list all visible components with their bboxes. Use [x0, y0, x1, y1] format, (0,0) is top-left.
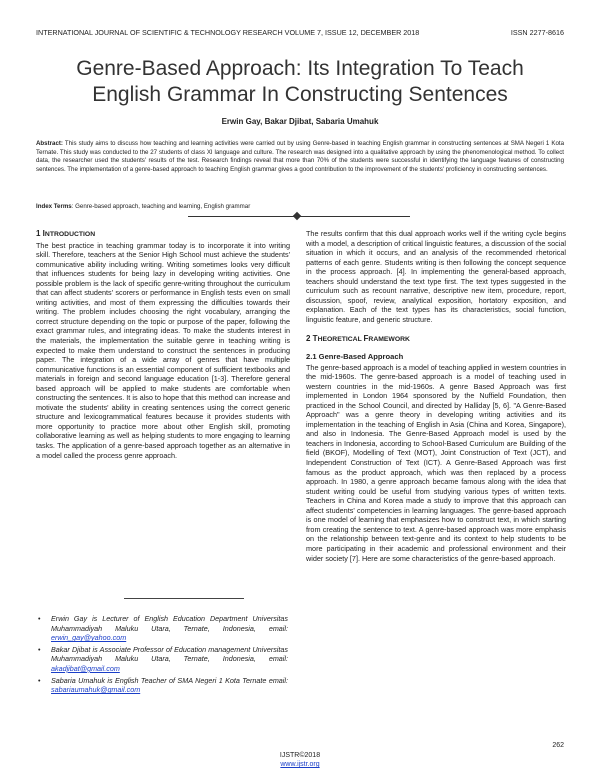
paper-title [20, 56, 580, 108]
page-footer [0, 751, 600, 769]
footnote-item: • Sabaria Umahuk is English Teacher of SMA Negeri 1 Kota Ternate email: sabariaumahuk@gmail.com [38, 675, 288, 695]
paper-title-line-1: Genre-Based Approach: Its Integration To Teach [76, 57, 524, 80]
divider-diamond [293, 212, 301, 220]
authors: Erwin Gay, Bakar Djibat, Sabaria Umahuk [221, 117, 379, 126]
section-divider [188, 213, 410, 219]
abstract-text: This study aims to discuss how teaching and learning activities were carried out by using Genre-based in teaching English grammar in constructing sentences at SMA Negeri 1 Kota Ternate. This study was conducted to the 27 students of class XI language and culture. The research was designed into a qualitative approach by using the phenomenological method. To collect data, the researcher used the students' results of the test. Research findings reveal that more than 70% of the students were successful in identifying the language features of constructing sentences. The implementation of a genre-based approach to teaching English grammar gives a good contribution to the improvement of the students' proficiency in constructing sentences. [36, 140, 564, 174]
abstract-label: Abstract: [36, 140, 63, 147]
bullet-icon: • [38, 644, 41, 654]
footnote-item: • Bakar Djibat is Associate Professor of Education management Universitas Muhammadiyah Maluku Utara, Ternate, Indonesia, email: akadjibat@gmail.com [38, 644, 288, 673]
footnote-item: • Erwin Gay is Lecturer of English Education Department Universitas Muhammadiyah Maluku Utara, Ternate, Indonesia, email: erwin_gay@yahoo.com [38, 614, 288, 643]
journal-name: INTERNATIONAL JOURNAL OF SCIENTIFIC & TECHNOLOGY RESEARCH VOLUME 7, ISSUE 12, DECEMBER 2018 [36, 28, 420, 37]
email-link[interactable]: akadjibat@gmail.com [51, 663, 120, 673]
paper-title-line-2: English Grammar In Constructing Sentences [92, 83, 508, 106]
author-footnotes [38, 614, 288, 697]
issn: ISSN 2277-8616 [510, 28, 564, 37]
section-1-continued-text: The results confirm that this dual approach works well if the writing cycle begins with a model, a description of critical linguistic features, a discussion of the social situation in which it occurs, and an analysis of the recommended rhetorical patterns of each genre. Students writing is then following the concept sequence in the process approach. [4]. In implementing the general-based approach, teachers should understand the text type first. The text types suggested in the curriculum such as recount narrative, descriptive new item, procedure, report, discussion, spoof, review, analytical exposition, hortatory exposition, and explanation. Each of the text types has its characteristics, social function, linguistic feature, and generic structure. [306, 229, 566, 324]
abstract [36, 140, 564, 175]
index-terms [36, 203, 564, 210]
section-2-title: 2 THEORETICAL FRAMEWORK [306, 334, 410, 344]
section-2-1-title: 2.1 Genre-Based Approach [306, 352, 404, 362]
email-link[interactable]: sabariaumahuk@gmail.com [51, 685, 141, 695]
index-terms-label: Index Terms [36, 203, 72, 210]
index-terms-text: : Genre-based approach, teaching and learning, English grammar [71, 203, 251, 210]
footnote-rule [124, 598, 244, 599]
section-1-title: 1 INTRODUCTION [36, 229, 96, 238]
section-2-1-text: The genre-based approach is a model of teaching applied in western countries in the mid-1960s. The genre-based approach is a model of teaching used in western countries in the mid-1960s. A genre Based Approach was first implemented in London 1964 sponsored by the Nuffield Foundation, then practiced in the School Council, and directed by Halliday [5, 6]. "A Genre-Based Approach" was a genre theory in developing writing activities and its implementation in the teaching of English in Asia (China and Korea, Singapore), and also in Indonesia. The Genre-Based Approach model is used by the teachers in Indonesia, according to School-Based Curriculum are Building of the field (BKOF), Modelling of Text (MOT), Joint Construction of Text (JCT), and Independent Construction of Text (ICT). A Genre-Based Approach was first famous as the product approach, which was then replaced by a process approach. In 1980, a genre approach became famous along with the idea that student writing could be useful from studying various types of written texts. Teachers in China and Korea made a study to improve that this approach can affect students' competencies in learning languages. The genre-based approach is one model of learning that emphasizes how to construct text, in which starting from creating the sentence to text. A genre-based approach was more emphasis on the relationship between text-genre and its context to help students to be more participating in their academic and professional environment and their wider society [7]. Here are some characteristics of the genre-based approach. [306, 362, 566, 563]
email-link[interactable]: erwin_gay@yahoo.com [51, 633, 127, 643]
footer-url-link[interactable]: www.ijstr.org [280, 761, 320, 768]
footer-org: IJSTR©2018 [279, 752, 321, 759]
page-number: 262 [552, 742, 564, 749]
right-column [306, 229, 566, 563]
section-1-text: The best practice in teaching grammar today is to incorporate it into writing skill. Therefore, teachers at the Senior High School must achieve the students' communicative ability including writing. Writing sometimes looks very difficult that influences students for being lazy in developing writing activities. One possible problem is the lack of specific genre-writing throughout the curriculum that can affect students' scorers or performance in English tests even on small writing activities, and most of them expressing the difficulties towards their writing. The problem includes choosing the right vocabulary, arranging the correct structure depending on the topic or purpose of the paper, following the exact grammar rules, and integrating ideas. To make the students interest in the materials, the implementation the suitable genre in teaching writing is expected to make them understand to construct the sentences in producing paper. The integration of a wide array of genres that have multiple communicative functions is an essential component of sufficient textbooks and materials in foreign and second language education [1-3]. Therefore general based approach will be applied to make students are comfortable when constructing the sentences. It is also to hope that this method can increase and motivate the students' ability in creating sentences using the correct generic structure and lexicogrammatical features because it provides students with more opportunity to practice more about other English skill, promoting collaborative learning as well as helping students to more engaging to learning tasks. The application of a genre-based approach together as an alternative in a model called the process genre approach. [36, 240, 290, 460]
bullet-icon: • [38, 614, 41, 623]
bullet-icon: • [38, 675, 41, 685]
left-column [36, 229, 290, 460]
